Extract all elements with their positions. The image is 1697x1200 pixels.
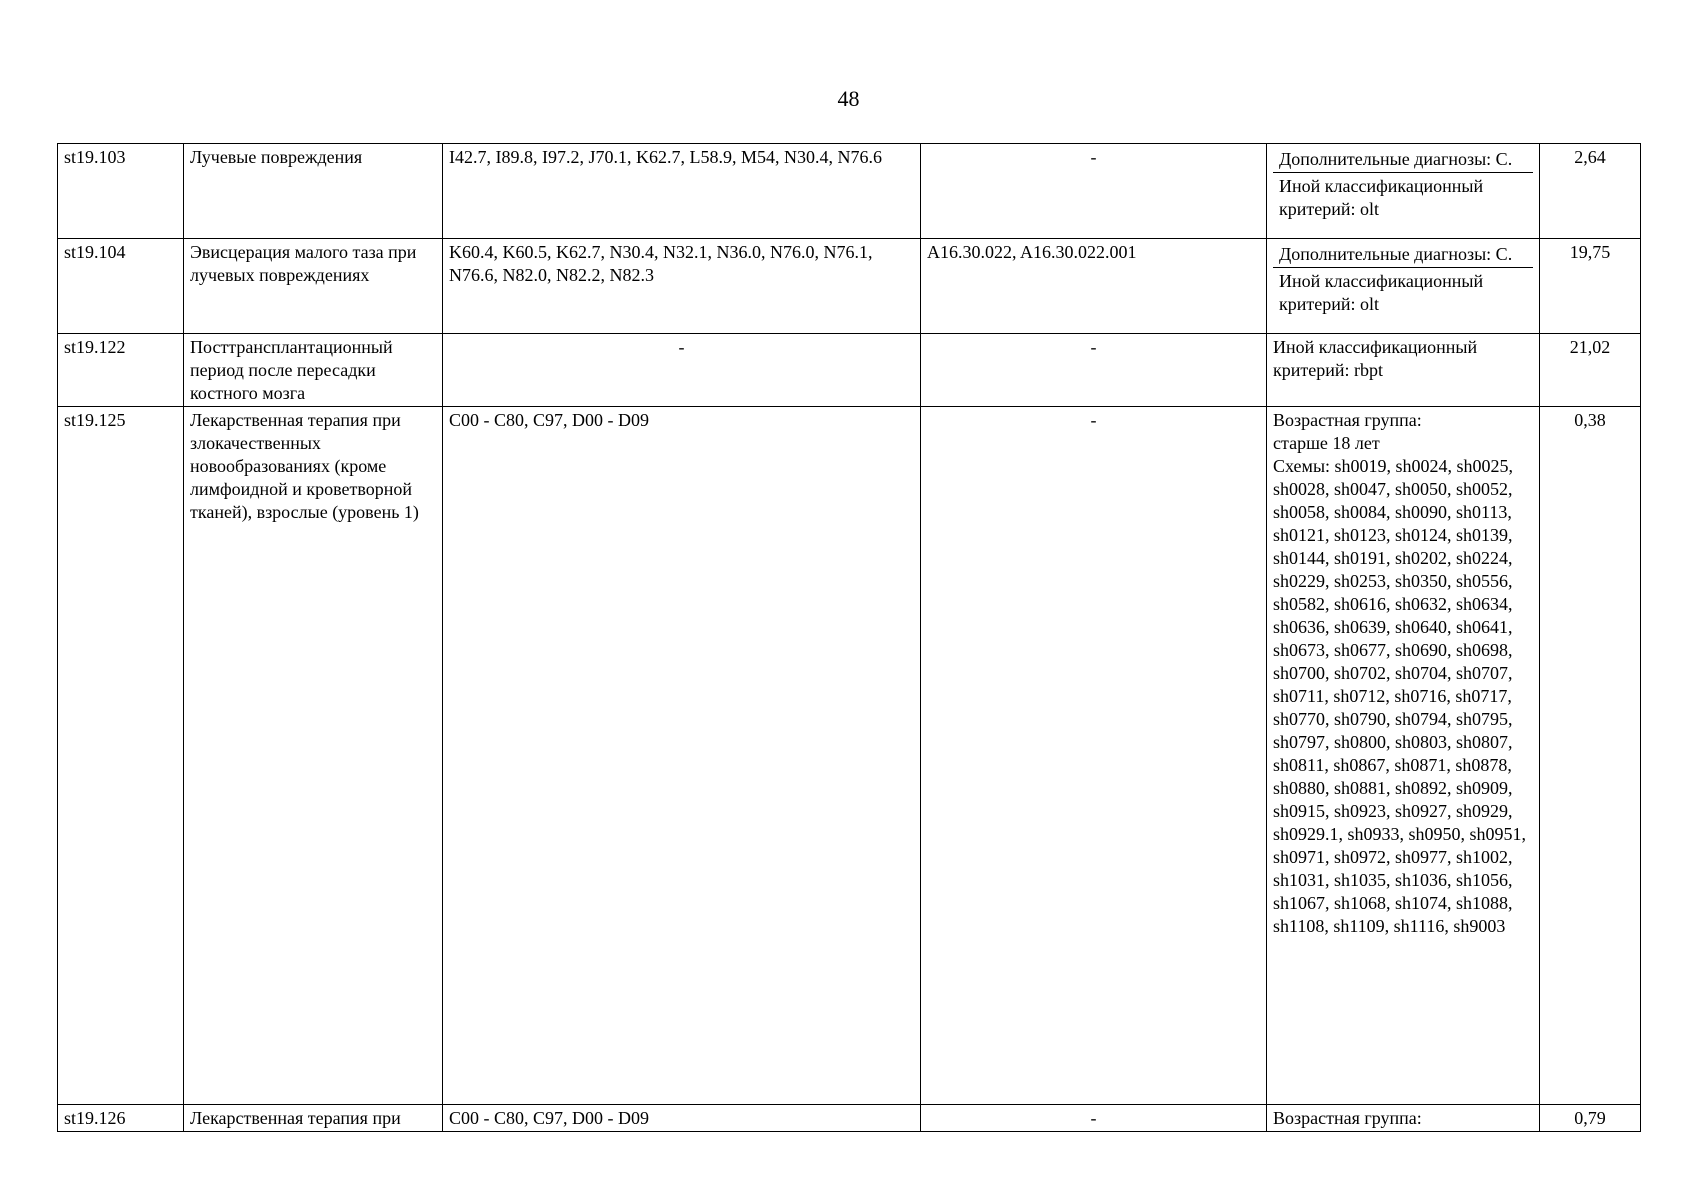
page-number: 48 bbox=[837, 86, 860, 111]
ksg-table bbox=[57, 143, 1641, 1132]
criteria-additional-diagnoses: Дополнительные диагнозы: C. bbox=[1273, 146, 1533, 173]
row-coefficient: 2,64 bbox=[1540, 144, 1641, 239]
criteria-age-value: старше 18 лет bbox=[1273, 433, 1380, 453]
criteria-other: Иной классификационный критерий: olt bbox=[1279, 271, 1484, 314]
row-code: st19.103 bbox=[58, 144, 184, 239]
row-coefficient: 19,75 bbox=[1540, 239, 1641, 334]
row-code: st19.125 bbox=[58, 407, 184, 1105]
row-services: - bbox=[921, 407, 1267, 1105]
row-name: Лекарственная терапия при злокачественных новообразованиях (кроме лимфоидной и кроветворной тканей), взрослые (уровень 1) bbox=[184, 407, 443, 1105]
row-criteria bbox=[1267, 239, 1540, 334]
row-name: Эвисцерация малого таза при лучевых повреждениях bbox=[184, 239, 443, 334]
row-criteria: Иной классификационный критерий: rbpt bbox=[1267, 334, 1540, 407]
table-row bbox=[58, 334, 1641, 407]
criteria-schemes: Схемы: sh0019, sh0024, sh0025, sh0028, sh0047, sh0050, sh0052, sh0058, sh0084, sh0090, sh0113, sh0121, sh0123, sh0124, sh0139, sh0144, sh0191, sh0202, sh0224, sh0229, sh0253, sh0350, sh0556, sh0582, sh0616, sh0632, sh0634, sh0636, sh0639, sh0640, sh0641, sh0673, sh0677, sh0690, sh0698, sh0700, sh0702, sh0704, sh0707, sh0711, sh0712, sh0716, sh0717, sh0770, sh0790, sh0794, sh0795, sh0797, sh0800, sh0803, sh0807, sh0811, sh0867, sh0871, sh0878, sh0880, sh0881, sh0892, sh0909, sh0915, sh0923, sh0927, sh0929, sh0929.1, sh0933, sh0950, sh0951, sh0971, sh0972, sh0977, sh1002, sh1031, sh1035, sh1036, sh1056, sh1067, sh1068, sh1074, sh1088, sh1108, sh1109, sh1116, sh9003 bbox=[1273, 456, 1527, 936]
row-code: st19.104 bbox=[58, 239, 184, 334]
row-criteria bbox=[1267, 144, 1540, 239]
row-coefficient: 0,38 bbox=[1540, 407, 1641, 1105]
criteria-additional-diagnoses: Дополнительные диагнозы: C. bbox=[1273, 241, 1533, 268]
row-diagnoses: - bbox=[443, 334, 921, 407]
table-row bbox=[58, 1105, 1641, 1132]
row-name: Лучевые повреждения bbox=[184, 144, 443, 239]
row-name: Лекарственная терапия при bbox=[184, 1105, 443, 1132]
row-criteria bbox=[1267, 407, 1540, 1105]
row-coefficient: 0,79 bbox=[1540, 1105, 1641, 1132]
row-code: st19.122 bbox=[58, 334, 184, 407]
criteria-age-label: Возрастная группа: bbox=[1273, 410, 1422, 430]
row-diagnoses: I42.7, I89.8, I97.2, J70.1, K62.7, L58.9, M54, N30.4, N76.6 bbox=[443, 144, 921, 239]
row-coefficient: 21,02 bbox=[1540, 334, 1641, 407]
table-row bbox=[58, 239, 1641, 334]
row-services: - bbox=[921, 144, 1267, 239]
row-criteria: Возрастная группа: bbox=[1267, 1105, 1540, 1132]
row-name: Посттрансплантационный период после пересадки костного мозга bbox=[184, 334, 443, 407]
criteria-other: Иной классификационный критерий: olt bbox=[1279, 176, 1484, 219]
row-services: - bbox=[921, 334, 1267, 407]
table-row bbox=[58, 144, 1641, 239]
row-code: st19.126 bbox=[58, 1105, 184, 1132]
row-services: - bbox=[921, 1105, 1267, 1132]
row-services: A16.30.022, A16.30.022.001 bbox=[921, 239, 1267, 334]
row-diagnoses: C00 - C80, C97, D00 - D09 bbox=[443, 1105, 921, 1132]
table-row bbox=[58, 407, 1641, 1105]
row-diagnoses: K60.4, K60.5, K62.7, N30.4, N32.1, N36.0, N76.0, N76.1, N76.6, N82.0, N82.2, N82.3 bbox=[443, 239, 921, 334]
row-diagnoses: C00 - C80, C97, D00 - D09 bbox=[443, 407, 921, 1105]
